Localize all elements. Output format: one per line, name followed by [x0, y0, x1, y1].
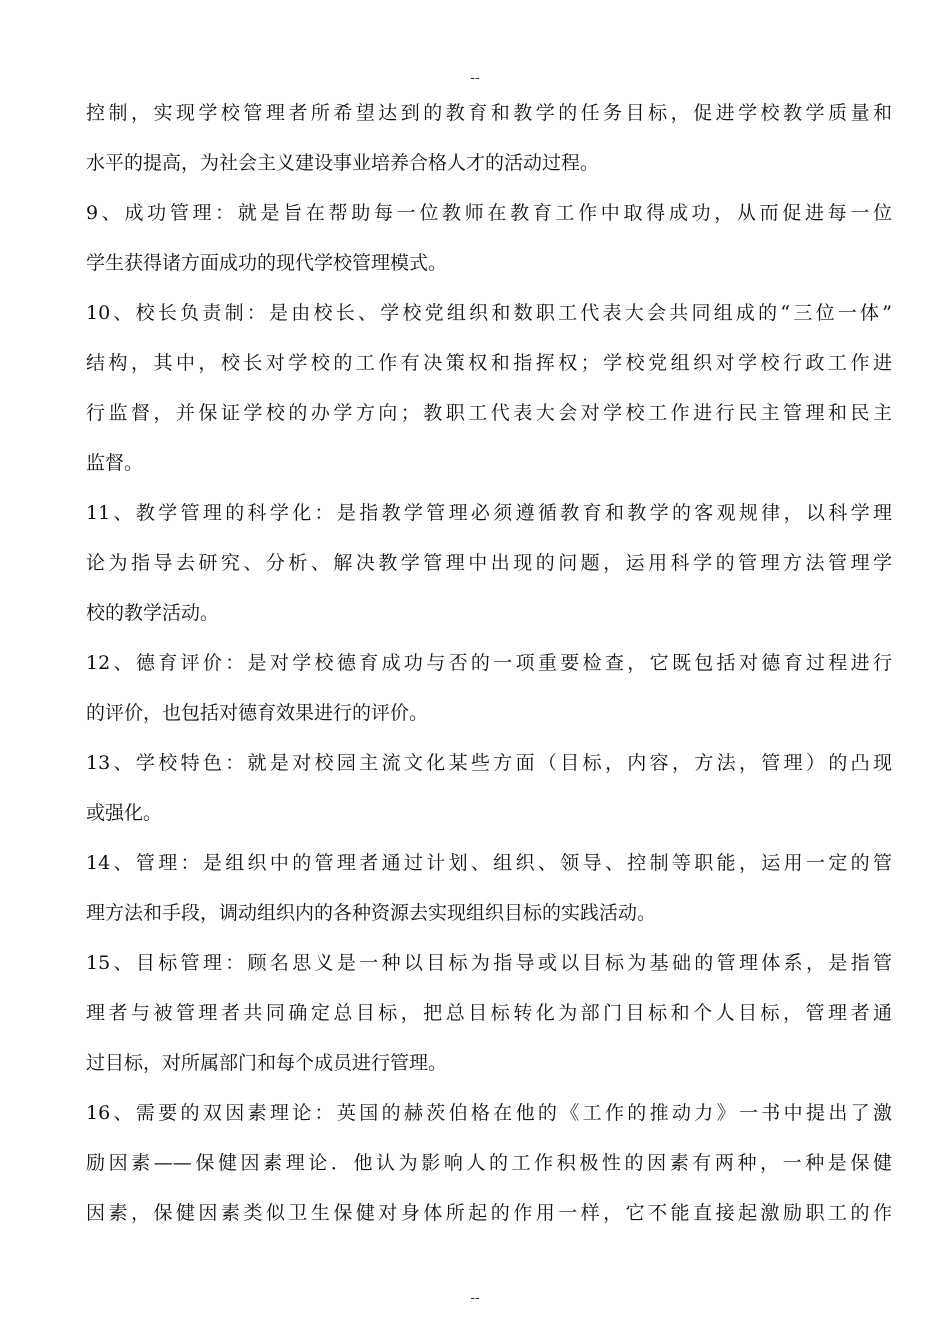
- text-line: 的评价，也包括对德育效果进行的评价。: [86, 702, 429, 724]
- text-line: 监督。: [86, 452, 144, 474]
- page-top-marker: --: [470, 70, 480, 86]
- text-line: 16、需要的双因素理论：英国的赫茨伯格在他的《工作的推动力》一书中提出了激: [86, 1102, 892, 1124]
- text-line: 12、德育评价：是对学校德育成功与否的一项重要检查，它既包括对德育过程进行: [86, 652, 892, 674]
- text-line: 学生获得诸方面成功的现代学校管理模式。: [86, 252, 448, 274]
- text-line: 结构，其中，校长对学校的工作有决策权和指挥权；学校党组织对学校行政工作进: [86, 352, 892, 374]
- text-line: 论为指导去研究、分析、解决教学管理中出现的问题，运用科学的管理方法管理学: [86, 552, 892, 574]
- document-body: [86, 88, 892, 1238]
- text-line: 控制，实现学校管理者所希望达到的教育和教学的任务目标，促进学校教学质量和: [86, 102, 892, 124]
- text-line: 因素，保健因素类似卫生保健对身体所起的作用一样，它不能直接起激励职工的作: [86, 1202, 892, 1224]
- text-line: 13、学校特色：就是对校园主流文化某些方面（目标，内容，方法，管理）的凸现: [86, 752, 892, 774]
- text-line: 理者与被管理者共同确定总目标，把总目标转化为部门目标和个人目标，管理者通: [86, 1002, 892, 1024]
- text-line: 理方法和手段，调动组织内的各种资源去实现组织目标的实践活动。: [86, 902, 657, 924]
- text-line: 或强化。: [86, 802, 163, 824]
- text-line: 11、教学管理的科学化：是指教学管理必须遵循教育和教学的客观规律，以科学理: [86, 502, 892, 524]
- text-line: 9、成功管理：就是旨在帮助每一位教师在教育工作中取得成功，从而促进每一位: [86, 202, 892, 224]
- text-line: 过目标，对所属部门和每个成员进行管理。: [86, 1052, 448, 1074]
- text-line: 水平的提高，为社会主义建设事业培养合格人才的活动过程。: [86, 152, 600, 174]
- text-line: 校的教学活动。: [86, 602, 220, 624]
- text-line: 行监督，并保证学校的办学方向；教职工代表大会对学校工作进行民主管理和民主: [86, 402, 892, 424]
- text-line: 14、管理：是组织中的管理者通过计划、组织、领导、控制等职能，运用一定的管: [86, 852, 892, 874]
- text-line: 10、校长负责制：是由校长、学校党组织和数职工代表大会共同组成的“三位一体”: [86, 302, 892, 324]
- text-line: 15、目标管理：顾名思义是一种以目标为指导或以目标为基础的管理体系，是指管: [86, 952, 892, 974]
- page-bottom-marker: --: [470, 1290, 480, 1306]
- text-line: 励因素——保健因素理论．他认为影响人的工作积极性的因素有两种，一种是保健: [86, 1152, 892, 1174]
